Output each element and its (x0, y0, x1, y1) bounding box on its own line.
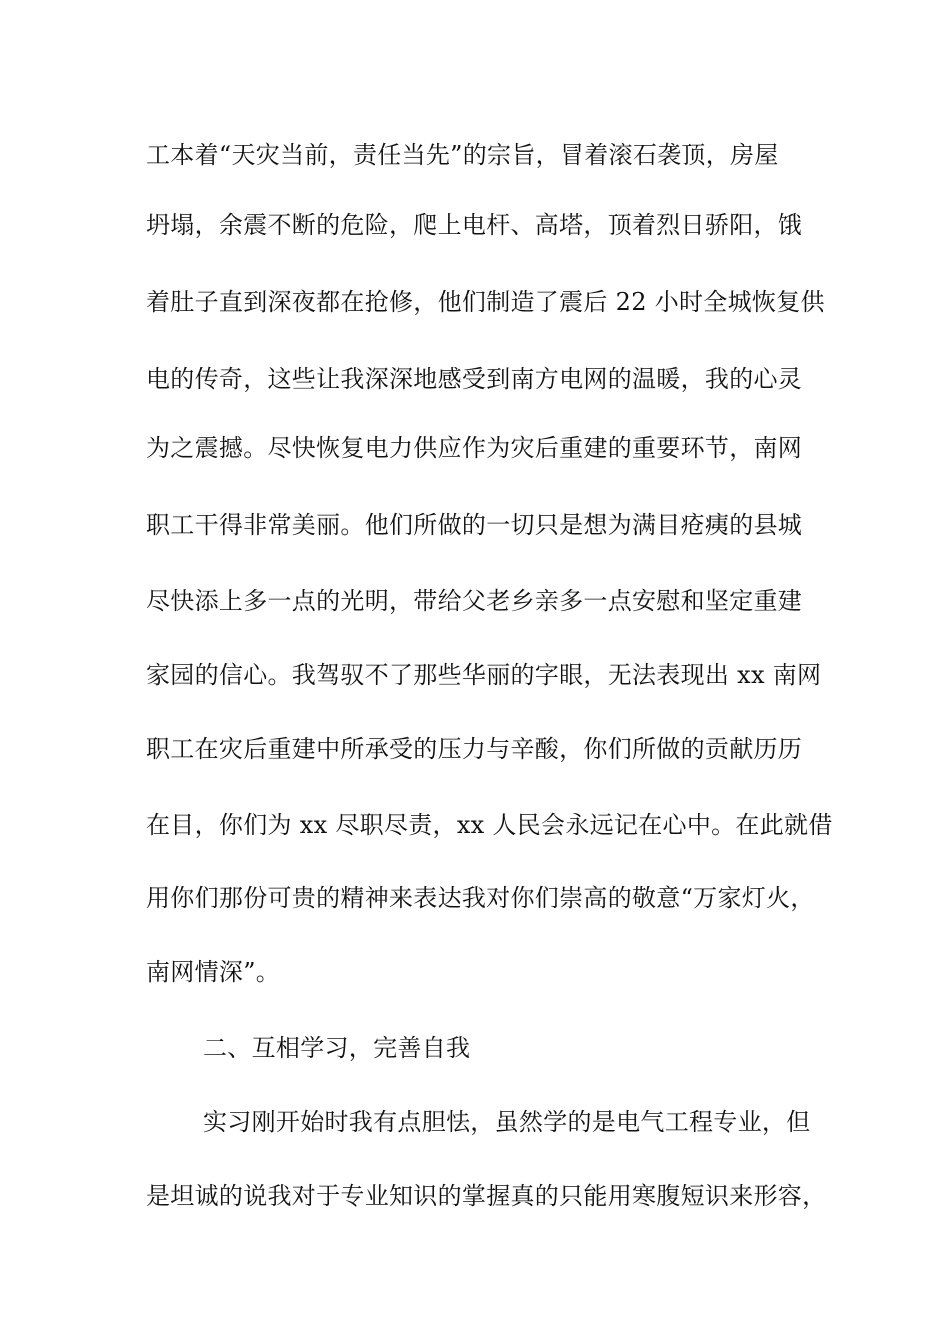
text-line-2: 坍塌，余震不断的危险，爬上电杆、高塔，顶着烈日骄阳，饿 (146, 211, 803, 239)
text-line-10: 在目，你们为 xx 尽职尽责，xx 人民会永远记在心中。在此就借 (146, 811, 833, 839)
paragraph-2-line-2: 是坦诚的说我对于专业知识的掌握真的只能用寒腹短识来形容， (146, 1182, 827, 1210)
paragraph-2-line-1: 实习刚开始时我有点胆怯，虽然学的是电气工程专业，但 (203, 1108, 811, 1136)
text-line-8: 家园的信心。我驾驭不了那些华丽的字眼，无法表现出 xx 南网 (146, 661, 822, 689)
text-line-9: 职工在灾后重建中所承受的压力与辛酸，你们所做的贡献历历 (146, 735, 803, 763)
text-line-12: 南网情深”。 (146, 958, 281, 986)
text-line-5: 为之震撼。尽快恢复电力供应作为灾后重建的重要环节，南网 (146, 434, 803, 462)
text-line-3: 着肚子直到深夜都在抢修，他们制造了震后 22 小时全城恢复供 (146, 288, 825, 316)
text-line-1: 工本着“天灾当前，责任当先”的宗旨，冒着滚石袭顶，房屋 (146, 141, 779, 169)
section-heading: 二、互相学习，完善自我 (203, 1034, 471, 1062)
text-line-6: 职工干得非常美丽。他们所做的一切只是想为满目疮痍的县城 (146, 511, 803, 539)
text-line-4: 电的传奇，这些让我深深地感受到南方电网的温暖，我的心灵 (146, 365, 803, 393)
text-line-7: 尽快添上多一点的光明，带给父老乡亲多一点安慰和坚定重建 (146, 587, 803, 615)
text-line-11: 用你们那份可贵的精神来表达我对你们崇高的敬意“万家灯火， (146, 884, 815, 912)
